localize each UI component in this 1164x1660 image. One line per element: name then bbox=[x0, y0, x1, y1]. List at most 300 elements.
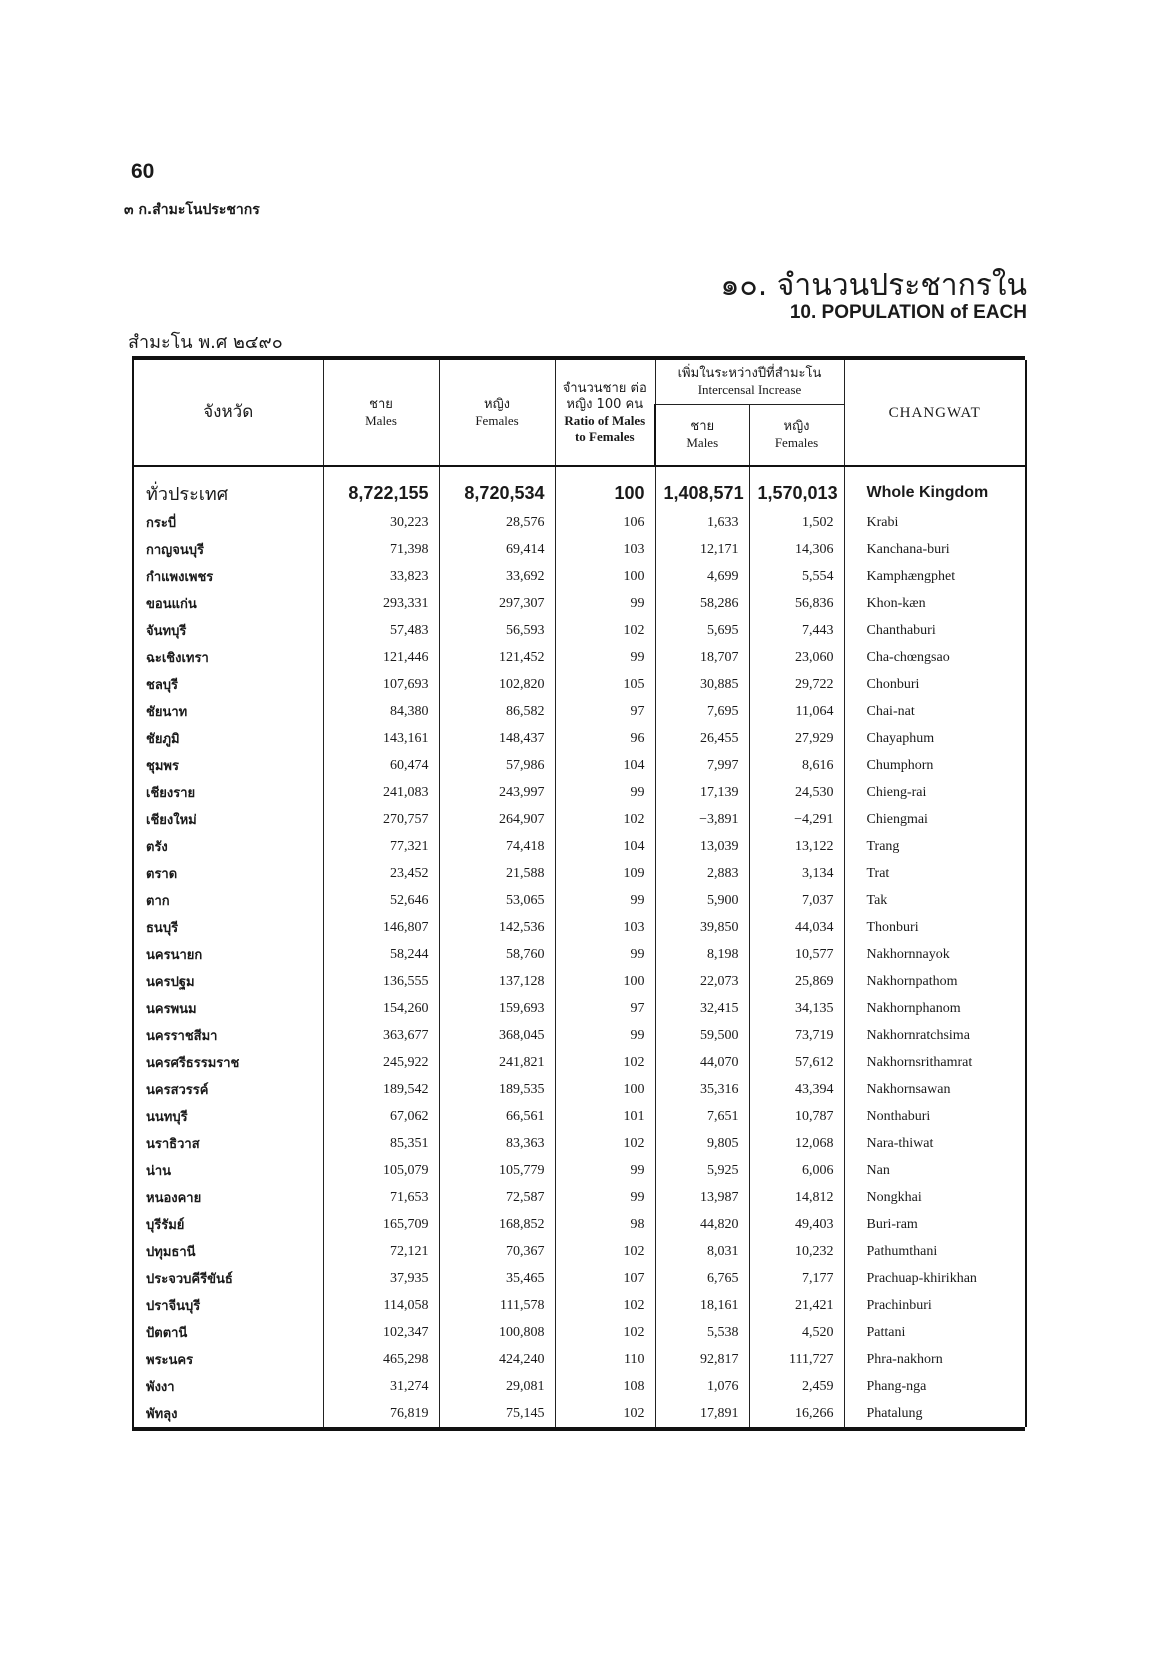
cell-inc-females: 2,459 bbox=[749, 1373, 844, 1400]
header-inc-females-thai: หญิง bbox=[783, 419, 810, 434]
cell-males: 136,555 bbox=[323, 968, 439, 995]
cell-inc-females: 24,530 bbox=[749, 779, 844, 806]
cell-males: 165,709 bbox=[323, 1211, 439, 1238]
cell-inc-females: 4,520 bbox=[749, 1319, 844, 1346]
cell-province-thai: ชลบุรี bbox=[133, 671, 323, 698]
cell-males: 143,161 bbox=[323, 725, 439, 752]
table-row bbox=[133, 617, 1026, 644]
cell-inc-males: 5,925 bbox=[655, 1157, 749, 1184]
cell-province-english: Chieng-rai bbox=[844, 779, 1026, 806]
table-row bbox=[133, 995, 1026, 1022]
cell-province-english: Nonthaburi bbox=[844, 1103, 1026, 1130]
cell-females: 70,367 bbox=[439, 1238, 555, 1265]
cell-males: 293,331 bbox=[323, 590, 439, 617]
cell-males: 107,693 bbox=[323, 671, 439, 698]
cell-province-thai: ปัตตานี bbox=[133, 1319, 323, 1346]
cell-males: 84,380 bbox=[323, 698, 439, 725]
cell-province-english: Chiengmai bbox=[844, 806, 1026, 833]
cell-province-english: Kamphængphet bbox=[844, 563, 1026, 590]
cell-ratio: 99 bbox=[555, 1022, 655, 1049]
header-increase-males bbox=[655, 405, 749, 467]
table-row bbox=[133, 1211, 1026, 1238]
cell-inc-males: 13,987 bbox=[655, 1184, 749, 1211]
cell-males: 121,446 bbox=[323, 644, 439, 671]
cell-inc-females: 43,394 bbox=[749, 1076, 844, 1103]
page-number: 60 bbox=[131, 160, 155, 183]
cell-males: 245,922 bbox=[323, 1049, 439, 1076]
total-females: 8,720,534 bbox=[439, 477, 555, 509]
cell-inc-females: 21,421 bbox=[749, 1292, 844, 1319]
cell-ratio: 100 bbox=[555, 563, 655, 590]
cell-males: 241,083 bbox=[323, 779, 439, 806]
cell-province-english: Prachinburi bbox=[844, 1292, 1026, 1319]
cell-inc-females: 57,612 bbox=[749, 1049, 844, 1076]
cell-males: 85,351 bbox=[323, 1130, 439, 1157]
cell-inc-males: 30,885 bbox=[655, 671, 749, 698]
cell-province-english: Trat bbox=[844, 860, 1026, 887]
cell-inc-males: 18,707 bbox=[655, 644, 749, 671]
cell-ratio: 99 bbox=[555, 590, 655, 617]
cell-females: 75,145 bbox=[439, 1400, 555, 1427]
cell-males: 102,347 bbox=[323, 1319, 439, 1346]
cell-inc-females: 8,616 bbox=[749, 752, 844, 779]
cell-province-english: Chanthaburi bbox=[844, 617, 1026, 644]
cell-province-english: Chumphorn bbox=[844, 752, 1026, 779]
cell-province-thai: กระบี่ bbox=[133, 509, 323, 536]
cell-females: 264,907 bbox=[439, 806, 555, 833]
table-row bbox=[133, 752, 1026, 779]
cell-inc-females: 14,306 bbox=[749, 536, 844, 563]
table-row bbox=[133, 968, 1026, 995]
cell-inc-males: −3,891 bbox=[655, 806, 749, 833]
cell-ratio: 108 bbox=[555, 1373, 655, 1400]
cell-females: 35,465 bbox=[439, 1265, 555, 1292]
cell-inc-males: 5,695 bbox=[655, 617, 749, 644]
cell-females: 168,852 bbox=[439, 1211, 555, 1238]
cell-inc-females: 25,869 bbox=[749, 968, 844, 995]
cell-males: 105,079 bbox=[323, 1157, 439, 1184]
cell-ratio: 102 bbox=[555, 1400, 655, 1427]
cell-province-thai: เชียงใหม่ bbox=[133, 806, 323, 833]
cell-inc-males: 92,817 bbox=[655, 1346, 749, 1373]
table-row bbox=[133, 779, 1026, 806]
section-label: ๓ ก.สำมะโนประชากร bbox=[124, 202, 260, 218]
cell-province-english: Phang-nga bbox=[844, 1373, 1026, 1400]
header-ratio-en: Ratio of Males to Females bbox=[564, 412, 646, 444]
cell-males: 465,298 bbox=[323, 1346, 439, 1373]
cell-females: 137,128 bbox=[439, 968, 555, 995]
cell-inc-females: 73,719 bbox=[749, 1022, 844, 1049]
cell-females: 74,418 bbox=[439, 833, 555, 860]
cell-province-thai: น่าน bbox=[133, 1157, 323, 1184]
header-increase-en: Intercensal Increase bbox=[697, 382, 802, 397]
cell-province-thai: ชัยภูมิ bbox=[133, 725, 323, 752]
cell-males: 363,677 bbox=[323, 1022, 439, 1049]
header-province bbox=[133, 360, 323, 466]
cell-ratio: 102 bbox=[555, 1319, 655, 1346]
cell-province-thai: ประจวบคีรีขันธ์ bbox=[133, 1265, 323, 1292]
cell-females: 297,307 bbox=[439, 590, 555, 617]
cell-province-english: Nakhornsrithamrat bbox=[844, 1049, 1026, 1076]
table-row bbox=[133, 1049, 1026, 1076]
bottom-rule bbox=[132, 1427, 1025, 1431]
cell-inc-males: 8,031 bbox=[655, 1238, 749, 1265]
cell-ratio: 102 bbox=[555, 1130, 655, 1157]
population-table-container bbox=[132, 356, 1025, 1431]
cell-ratio: 98 bbox=[555, 1211, 655, 1238]
table-row bbox=[133, 860, 1026, 887]
cell-inc-females: 34,135 bbox=[749, 995, 844, 1022]
cell-females: 66,561 bbox=[439, 1103, 555, 1130]
cell-province-thai: กาญจนบุรี bbox=[133, 536, 323, 563]
table-row bbox=[133, 1184, 1026, 1211]
cell-males: 71,653 bbox=[323, 1184, 439, 1211]
cell-males: 58,244 bbox=[323, 941, 439, 968]
cell-inc-females: 7,177 bbox=[749, 1265, 844, 1292]
cell-inc-females: 44,034 bbox=[749, 914, 844, 941]
cell-inc-males: 1,633 bbox=[655, 509, 749, 536]
cell-inc-females: 111,727 bbox=[749, 1346, 844, 1373]
cell-province-english: Krabi bbox=[844, 509, 1026, 536]
cell-females: 83,363 bbox=[439, 1130, 555, 1157]
cell-ratio: 99 bbox=[555, 644, 655, 671]
header-females-en: Females bbox=[475, 412, 519, 428]
cell-females: 121,452 bbox=[439, 644, 555, 671]
cell-inc-females: 11,064 bbox=[749, 698, 844, 725]
table-header bbox=[133, 360, 1026, 466]
cell-province-thai: จันทบุรี bbox=[133, 617, 323, 644]
header-inc-males-en: Males bbox=[686, 435, 719, 450]
table-row bbox=[133, 1076, 1026, 1103]
header-inc-males-thai: ชาย bbox=[690, 419, 715, 434]
cell-males: 76,819 bbox=[323, 1400, 439, 1427]
table-row bbox=[133, 1373, 1026, 1400]
cell-inc-females: −4,291 bbox=[749, 806, 844, 833]
cell-province-thai: ตราด bbox=[133, 860, 323, 887]
cell-ratio: 102 bbox=[555, 1238, 655, 1265]
cell-inc-males: 7,651 bbox=[655, 1103, 749, 1130]
cell-province-thai: นครสวรรค์ bbox=[133, 1076, 323, 1103]
cell-province-thai: ชุมพร bbox=[133, 752, 323, 779]
cell-males: 52,646 bbox=[323, 887, 439, 914]
cell-males: 154,260 bbox=[323, 995, 439, 1022]
cell-ratio: 102 bbox=[555, 1049, 655, 1076]
cell-males: 270,757 bbox=[323, 806, 439, 833]
cell-province-thai: ธนบุรี bbox=[133, 914, 323, 941]
cell-inc-males: 5,900 bbox=[655, 887, 749, 914]
cell-inc-males: 8,198 bbox=[655, 941, 749, 968]
cell-ratio: 99 bbox=[555, 779, 655, 806]
cell-inc-males: 12,171 bbox=[655, 536, 749, 563]
cell-province-thai: พัทลุง bbox=[133, 1400, 323, 1427]
cell-females: 33,692 bbox=[439, 563, 555, 590]
cell-inc-females: 12,068 bbox=[749, 1130, 844, 1157]
total-inc-males: 1,408,571 bbox=[655, 477, 749, 509]
cell-females: 100,808 bbox=[439, 1319, 555, 1346]
cell-province-thai: นครนายก bbox=[133, 941, 323, 968]
cell-province-english: Thonburi bbox=[844, 914, 1026, 941]
cell-ratio: 99 bbox=[555, 887, 655, 914]
cell-province-thai: พังงา bbox=[133, 1373, 323, 1400]
cell-inc-males: 6,765 bbox=[655, 1265, 749, 1292]
cell-females: 105,779 bbox=[439, 1157, 555, 1184]
cell-males: 60,474 bbox=[323, 752, 439, 779]
header-changwat-label: CHANGWAT bbox=[888, 404, 981, 421]
cell-females: 102,820 bbox=[439, 671, 555, 698]
cell-ratio: 105 bbox=[555, 671, 655, 698]
table-body bbox=[133, 466, 1026, 1427]
cell-province-english: Nakhornsawan bbox=[844, 1076, 1026, 1103]
cell-inc-males: 18,161 bbox=[655, 1292, 749, 1319]
cell-males: 33,823 bbox=[323, 563, 439, 590]
cell-inc-males: 4,699 bbox=[655, 563, 749, 590]
census-label: สำมะโน พ.ศ ๒๔๙๐ bbox=[128, 332, 283, 353]
table-row bbox=[133, 1346, 1026, 1373]
cell-inc-males: 17,139 bbox=[655, 779, 749, 806]
cell-inc-males: 22,073 bbox=[655, 968, 749, 995]
cell-province-english: Khon-kæn bbox=[844, 590, 1026, 617]
cell-females: 243,997 bbox=[439, 779, 555, 806]
cell-inc-females: 16,266 bbox=[749, 1400, 844, 1427]
cell-inc-females: 10,787 bbox=[749, 1103, 844, 1130]
cell-males: 37,935 bbox=[323, 1265, 439, 1292]
table-row bbox=[133, 509, 1026, 536]
cell-females: 29,081 bbox=[439, 1373, 555, 1400]
cell-province-english: Trang bbox=[844, 833, 1026, 860]
cell-inc-females: 3,134 bbox=[749, 860, 844, 887]
cell-inc-males: 35,316 bbox=[655, 1076, 749, 1103]
total-province-thai: ทั่วประเทศ bbox=[133, 477, 323, 509]
header-males-en: Males bbox=[365, 412, 397, 428]
cell-males: 31,274 bbox=[323, 1373, 439, 1400]
table-row bbox=[133, 644, 1026, 671]
header-males bbox=[323, 360, 439, 466]
cell-females: 241,821 bbox=[439, 1049, 555, 1076]
cell-females: 111,578 bbox=[439, 1292, 555, 1319]
cell-province-thai: ปราจีนบุรี bbox=[133, 1292, 323, 1319]
cell-females: 28,576 bbox=[439, 509, 555, 536]
cell-inc-males: 9,805 bbox=[655, 1130, 749, 1157]
cell-inc-females: 6,006 bbox=[749, 1157, 844, 1184]
cell-ratio: 99 bbox=[555, 941, 655, 968]
cell-males: 23,452 bbox=[323, 860, 439, 887]
cell-province-english: Phatalung bbox=[844, 1400, 1026, 1427]
cell-inc-females: 5,554 bbox=[749, 563, 844, 590]
table-row bbox=[133, 536, 1026, 563]
header-ratio-thai: จำนวนชาย ต่อ หญิง 100 คน bbox=[562, 380, 647, 412]
cell-females: 189,535 bbox=[439, 1076, 555, 1103]
cell-province-english: Chonburi bbox=[844, 671, 1026, 698]
cell-ratio: 102 bbox=[555, 806, 655, 833]
table-row bbox=[133, 1400, 1026, 1427]
cell-females: 53,065 bbox=[439, 887, 555, 914]
cell-province-thai: นครพนม bbox=[133, 995, 323, 1022]
cell-females: 424,240 bbox=[439, 1346, 555, 1373]
header-females bbox=[439, 360, 555, 466]
table-row bbox=[133, 1130, 1026, 1157]
cell-inc-females: 56,836 bbox=[749, 590, 844, 617]
cell-females: 86,582 bbox=[439, 698, 555, 725]
table-title-thai: ๑๐. จำนวนประชากรใน bbox=[720, 268, 1027, 303]
cell-ratio: 96 bbox=[555, 725, 655, 752]
cell-ratio: 100 bbox=[555, 968, 655, 995]
cell-province-english: Nakhornpathom bbox=[844, 968, 1026, 995]
cell-ratio: 102 bbox=[555, 617, 655, 644]
cell-inc-females: 14,812 bbox=[749, 1184, 844, 1211]
cell-males: 114,058 bbox=[323, 1292, 439, 1319]
table-row bbox=[133, 941, 1026, 968]
cell-females: 368,045 bbox=[439, 1022, 555, 1049]
cell-inc-males: 32,415 bbox=[655, 995, 749, 1022]
table-row bbox=[133, 1319, 1026, 1346]
header-intercensal-increase bbox=[655, 360, 844, 405]
cell-ratio: 104 bbox=[555, 833, 655, 860]
cell-inc-males: 17,891 bbox=[655, 1400, 749, 1427]
cell-ratio: 97 bbox=[555, 698, 655, 725]
cell-province-thai: บุรีรัมย์ bbox=[133, 1211, 323, 1238]
cell-inc-males: 58,286 bbox=[655, 590, 749, 617]
cell-ratio: 109 bbox=[555, 860, 655, 887]
cell-province-thai: นครศรีธรรมราช bbox=[133, 1049, 323, 1076]
cell-province-english: Nakhornratchsima bbox=[844, 1022, 1026, 1049]
cell-province-thai: นราธิวาส bbox=[133, 1130, 323, 1157]
cell-ratio: 103 bbox=[555, 536, 655, 563]
cell-males: 72,121 bbox=[323, 1238, 439, 1265]
cell-province-english: Pathumthani bbox=[844, 1238, 1026, 1265]
cell-males: 146,807 bbox=[323, 914, 439, 941]
cell-females: 56,593 bbox=[439, 617, 555, 644]
header-changwat bbox=[844, 360, 1026, 466]
cell-province-english: Nakhornphanom bbox=[844, 995, 1026, 1022]
total-province-english: Whole Kingdom bbox=[844, 477, 1026, 509]
table-row bbox=[133, 1022, 1026, 1049]
cell-ratio: 107 bbox=[555, 1265, 655, 1292]
cell-inc-males: 7,695 bbox=[655, 698, 749, 725]
cell-inc-females: 1,502 bbox=[749, 509, 844, 536]
cell-ratio: 106 bbox=[555, 509, 655, 536]
cell-females: 148,437 bbox=[439, 725, 555, 752]
cell-province-english: Kanchana-buri bbox=[844, 536, 1026, 563]
cell-province-english: Chayaphum bbox=[844, 725, 1026, 752]
cell-province-english: Nakhornnayok bbox=[844, 941, 1026, 968]
table-row bbox=[133, 725, 1026, 752]
cell-males: 30,223 bbox=[323, 509, 439, 536]
cell-province-thai: ขอนแก่น bbox=[133, 590, 323, 617]
header-province-thai: จังหวัด bbox=[203, 402, 254, 422]
cell-inc-males: 44,820 bbox=[655, 1211, 749, 1238]
cell-province-thai: พระนคร bbox=[133, 1346, 323, 1373]
cell-inc-males: 13,039 bbox=[655, 833, 749, 860]
cell-inc-females: 29,722 bbox=[749, 671, 844, 698]
table-row bbox=[133, 671, 1026, 698]
table-row bbox=[133, 833, 1026, 860]
cell-ratio: 99 bbox=[555, 1157, 655, 1184]
cell-province-english: Phra-nakhorn bbox=[844, 1346, 1026, 1373]
table-row bbox=[133, 1238, 1026, 1265]
cell-province-thai: ตาก bbox=[133, 887, 323, 914]
table-row bbox=[133, 914, 1026, 941]
cell-males: 57,483 bbox=[323, 617, 439, 644]
cell-females: 69,414 bbox=[439, 536, 555, 563]
cell-inc-males: 1,076 bbox=[655, 1373, 749, 1400]
cell-province-thai: นครปฐม bbox=[133, 968, 323, 995]
table-row bbox=[133, 563, 1026, 590]
cell-ratio: 100 bbox=[555, 1076, 655, 1103]
header-females-thai: หญิง bbox=[484, 396, 510, 412]
cell-province-english: Cha-chœngsao bbox=[844, 644, 1026, 671]
table-row bbox=[133, 806, 1026, 833]
table-row bbox=[133, 1265, 1026, 1292]
cell-females: 21,588 bbox=[439, 860, 555, 887]
cell-inc-females: 49,403 bbox=[749, 1211, 844, 1238]
cell-inc-females: 7,037 bbox=[749, 887, 844, 914]
table-row bbox=[133, 698, 1026, 725]
cell-inc-females: 13,122 bbox=[749, 833, 844, 860]
table-row bbox=[133, 1292, 1026, 1319]
cell-inc-males: 2,883 bbox=[655, 860, 749, 887]
cell-province-english: Pattani bbox=[844, 1319, 1026, 1346]
cell-females: 57,986 bbox=[439, 752, 555, 779]
spacer-row bbox=[133, 466, 1026, 477]
total-row bbox=[133, 477, 1026, 509]
cell-inc-males: 59,500 bbox=[655, 1022, 749, 1049]
total-males: 8,722,155 bbox=[323, 477, 439, 509]
cell-province-thai: ชัยนาท bbox=[133, 698, 323, 725]
cell-province-english: Nara-thiwat bbox=[844, 1130, 1026, 1157]
header-increase-thai: เพิ่มในระหว่างปีที่สำมะโน bbox=[677, 366, 822, 381]
cell-province-english: Tak bbox=[844, 887, 1026, 914]
cell-province-english: Buri-ram bbox=[844, 1211, 1026, 1238]
cell-inc-males: 5,538 bbox=[655, 1319, 749, 1346]
cell-inc-females: 7,443 bbox=[749, 617, 844, 644]
cell-province-thai: ฉะเชิงเทรา bbox=[133, 644, 323, 671]
cell-ratio: 102 bbox=[555, 1292, 655, 1319]
cell-province-english: Chai-nat bbox=[844, 698, 1026, 725]
cell-inc-males: 39,850 bbox=[655, 914, 749, 941]
total-inc-females: 1,570,013 bbox=[749, 477, 844, 509]
population-table bbox=[132, 360, 1027, 1427]
cell-ratio: 99 bbox=[555, 1184, 655, 1211]
cell-ratio: 101 bbox=[555, 1103, 655, 1130]
header-males-thai: ชาย bbox=[369, 396, 393, 412]
cell-inc-females: 10,232 bbox=[749, 1238, 844, 1265]
cell-province-thai: ตรัง bbox=[133, 833, 323, 860]
cell-inc-males: 26,455 bbox=[655, 725, 749, 752]
cell-females: 142,536 bbox=[439, 914, 555, 941]
cell-inc-males: 44,070 bbox=[655, 1049, 749, 1076]
cell-females: 72,587 bbox=[439, 1184, 555, 1211]
header-inc-females-en: Females bbox=[774, 435, 819, 450]
cell-males: 67,062 bbox=[323, 1103, 439, 1130]
cell-males: 71,398 bbox=[323, 536, 439, 563]
table-row bbox=[133, 1157, 1026, 1184]
header-increase-females bbox=[749, 405, 844, 467]
cell-province-english: Nongkhai bbox=[844, 1184, 1026, 1211]
cell-females: 159,693 bbox=[439, 995, 555, 1022]
cell-province-thai: นครราชสีมา bbox=[133, 1022, 323, 1049]
cell-inc-females: 10,577 bbox=[749, 941, 844, 968]
total-ratio: 100 bbox=[555, 477, 655, 509]
cell-ratio: 103 bbox=[555, 914, 655, 941]
cell-province-thai: ปทุมธานี bbox=[133, 1238, 323, 1265]
cell-ratio: 104 bbox=[555, 752, 655, 779]
table-row bbox=[133, 887, 1026, 914]
header-ratio bbox=[555, 360, 655, 466]
cell-males: 189,542 bbox=[323, 1076, 439, 1103]
cell-ratio: 110 bbox=[555, 1346, 655, 1373]
table-title-english: 10. POPULATION of EACH bbox=[789, 302, 1027, 323]
cell-province-thai: เชียงราย bbox=[133, 779, 323, 806]
